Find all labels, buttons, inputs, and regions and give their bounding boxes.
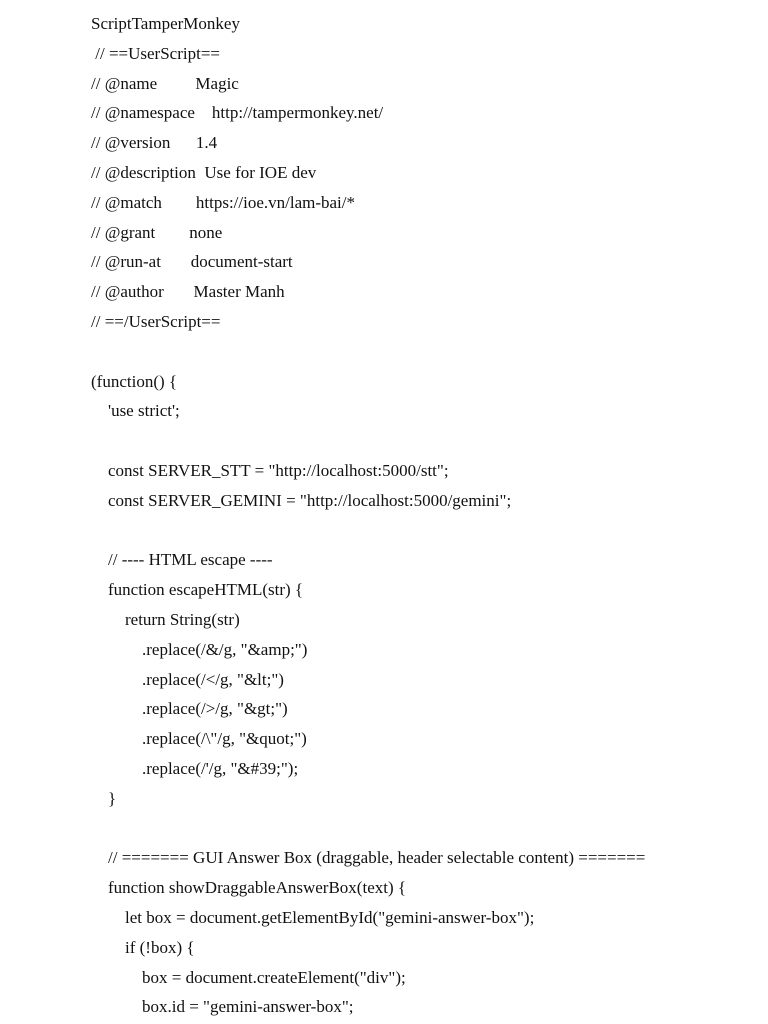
code-line: // @version 1.4 <box>91 133 218 153</box>
document-title: ScriptTamperMonkey <box>91 14 240 33</box>
code-line: box = document.createElement("div"); <box>91 967 406 987</box>
code-line: .replace(/>/g, "&gt;") <box>91 699 288 719</box>
code-line: .replace(/</g, "&lt;") <box>91 669 284 689</box>
code-line <box>91 516 758 546</box>
code-line: .replace(/\"/g, "&quot;") <box>91 729 307 749</box>
code-line: return String(str) <box>91 609 240 629</box>
code-line: (function() { <box>91 371 178 391</box>
code-line <box>91 426 758 456</box>
document-body <box>91 9 758 1022</box>
code-line: 'use strict'; <box>91 401 180 421</box>
code-line: const SERVER_STT = "http://localhost:5000/stt"; <box>91 460 449 480</box>
code-line: .replace(/'/g, "&#39;"); <box>91 758 299 778</box>
code-line: const SERVER_GEMINI = "http://localhost:5000/gemini"; <box>91 490 512 510</box>
code-line: // @author Master Manh <box>91 282 285 302</box>
code-line <box>91 337 758 367</box>
code-line: // ---- HTML escape ---- <box>91 550 273 570</box>
code-line: let box = document.getElementById("gemini-answer-box"); <box>91 907 535 927</box>
code-line: } <box>91 788 117 808</box>
code-line <box>91 814 758 844</box>
code-line: // @description Use for IOE dev <box>91 162 317 182</box>
code-line: .replace(/&/g, "&amp;") <box>91 639 308 659</box>
code-line: // @namespace http://tampermonkey.net/ <box>91 103 384 123</box>
code-line: // ======= GUI Answer Box (draggable, header selectable content) ======= <box>91 848 646 868</box>
code-line: if (!box) { <box>91 937 195 957</box>
code-line: function showDraggableAnswerBox(text) { <box>91 878 407 898</box>
code-line: // ==/UserScript== <box>91 311 221 331</box>
code-line: // @run-at document-start <box>91 252 293 272</box>
code-line: box.id = "gemini-answer-box"; <box>91 997 354 1017</box>
code-line: function escapeHTML(str) { <box>91 580 304 600</box>
code-line: // @match https://ioe.vn/lam-bai/* <box>91 192 356 212</box>
code-line: // ==UserScript== <box>91 43 221 63</box>
code-line: // @name Magic <box>91 73 239 93</box>
code-line: // @grant none <box>91 222 223 242</box>
